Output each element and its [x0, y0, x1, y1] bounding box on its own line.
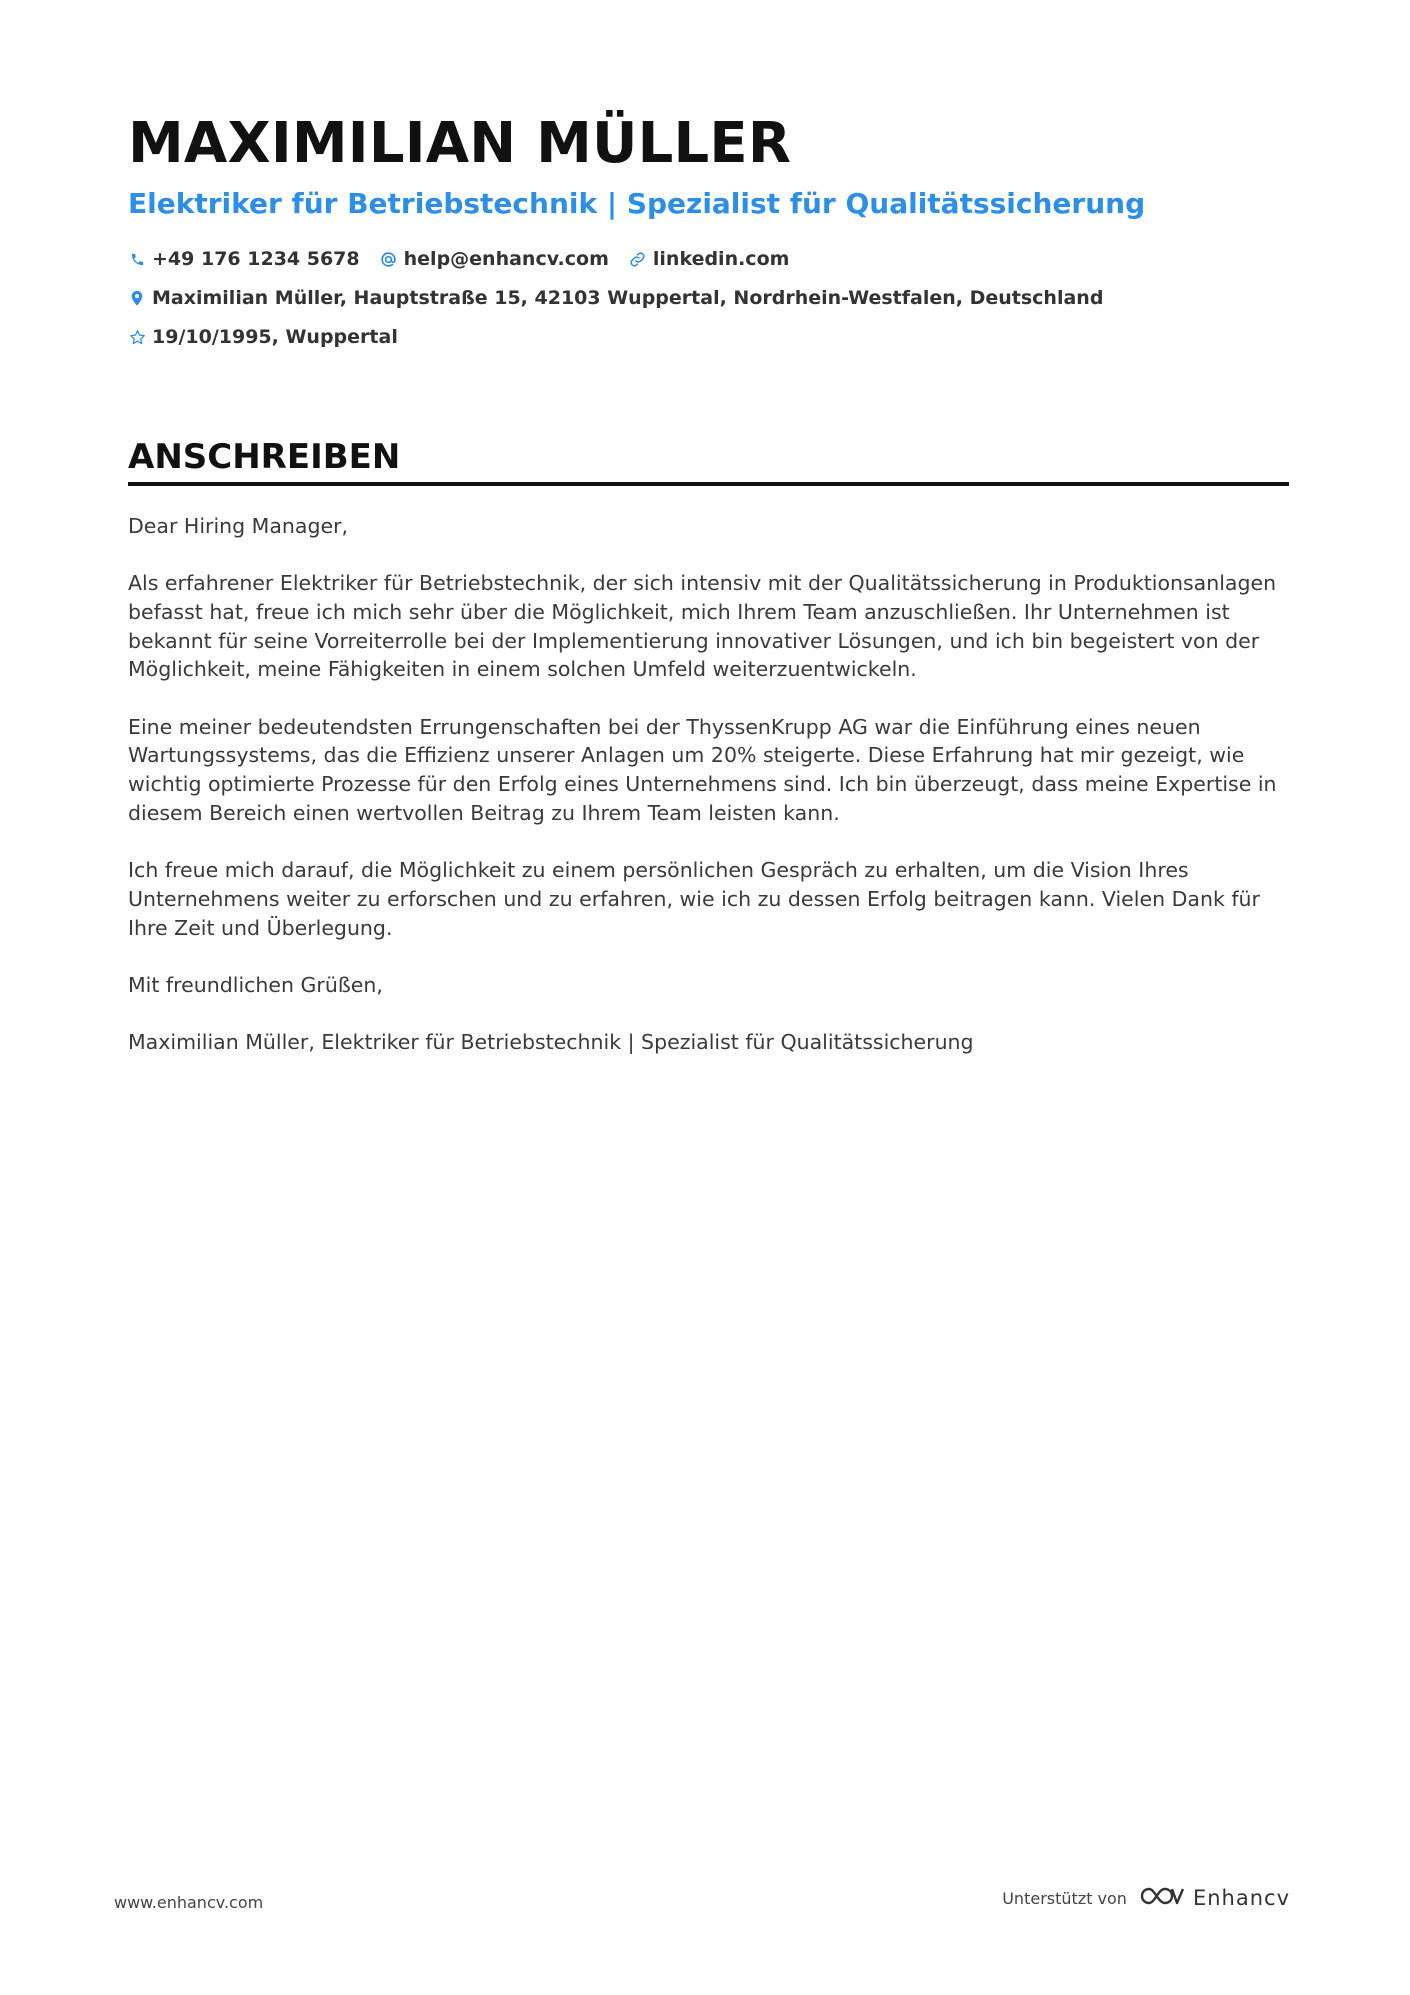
powered-by-text: Unterstützt von: [1002, 1888, 1127, 1908]
letter-body: [128, 512, 1289, 1057]
letter-closing: Mit freundlichen Grüßen,: [128, 972, 383, 997]
footer-powered-by: [1002, 1884, 1290, 1912]
letter-paragraph: Als erfahrener Elektriker für Betriebstechnik, der sich intensiv mit der Qualitätssicherung in Produktionsanlagen befasst hat, freue ich mich sehr über die Möglichkeit, mich Ihrem Team anzuschließen. Ihr Unternehmen ist bekannt für seine Vorreiterrolle bei der Implementierung innovativer Lösungen, und ich bin begeistert von der Möglichkeit, meine Fähigkeiten in einem solchen Umfeld weiterzuentwickeln.: [128, 571, 1277, 682]
address-text: Maximilian Müller, Hauptstraße 15, 42103 Wuppertal, Nordrhein-Westfalen, Deutschland: [152, 287, 1104, 309]
contact-row-address: [128, 285, 1289, 311]
star-icon: [128, 328, 146, 346]
phone-text: +49 176 1234 5678: [152, 248, 360, 270]
phone-icon: [128, 250, 146, 268]
letter-greeting: Dear Hiring Manager,: [128, 514, 349, 538]
candidate-name: MAXIMILIAN MÜLLER: [128, 111, 792, 176]
letter-paragraph: Ich freue mich darauf, die Möglichkeit zu einem persönlichen Gespräch zu erhalten, um die Vision Ihres Unternehmens weiter zu erforschen und zu erfahren, wie ich zu dessen Erfolg beitragen kann. Vielen Dank für Ihre Zeit und Überlegung.: [128, 858, 1260, 940]
linkedin-text[interactable]: linkedin.com: [652, 248, 790, 270]
contact-linkedin[interactable]: [629, 246, 790, 272]
contact-email[interactable]: [380, 246, 609, 272]
contact-row-birth: [128, 324, 1289, 350]
section-title-anschreiben: ANSCHREIBEN: [128, 436, 1289, 486]
footer-website[interactable]: www.enhancv.com: [114, 1893, 264, 1912]
at-icon: [380, 250, 398, 268]
link-icon: [629, 250, 647, 268]
email-text[interactable]: help@enhancv.com: [403, 248, 609, 270]
candidate-headline: Elektriker für Betriebstechnik | Spezialist für Qualitätssicherung: [128, 187, 1146, 220]
contact-phone: [128, 246, 360, 272]
letter-paragraph: Eine meiner bedeutendsten Errungenschaften bei der ThyssenKrupp AG war die Einführung eines neuen Wartungssystems, das die Effizienz unserer Anlagen um 20% steigerte. Diese Erfahrung hat mir gezeigt, wie wichtig optimierte Prozesse für den Erfolg eines Unternehmens sind. Ich bin überzeugt, dass meine Expertise in diesem Bereich einen wertvollen Beitrag zu Ihrem Team leisten kann.: [128, 714, 1277, 825]
location-pin-icon: [128, 289, 146, 307]
contact-birth: [128, 324, 398, 350]
letter-signature: Maximilian Müller, Elektriker für Betriebstechnik | Spezialist für Qualitätssicherung: [128, 1030, 974, 1055]
cover-letter-page: [128, 110, 1289, 1085]
contact-row-primary: [128, 246, 1289, 272]
enhancv-logo-icon: [1139, 1884, 1185, 1912]
birth-text: 19/10/1995, Wuppertal: [152, 326, 398, 348]
contact-address: [128, 285, 1103, 311]
enhancv-brand-text: Enhancv: [1192, 1886, 1290, 1910]
